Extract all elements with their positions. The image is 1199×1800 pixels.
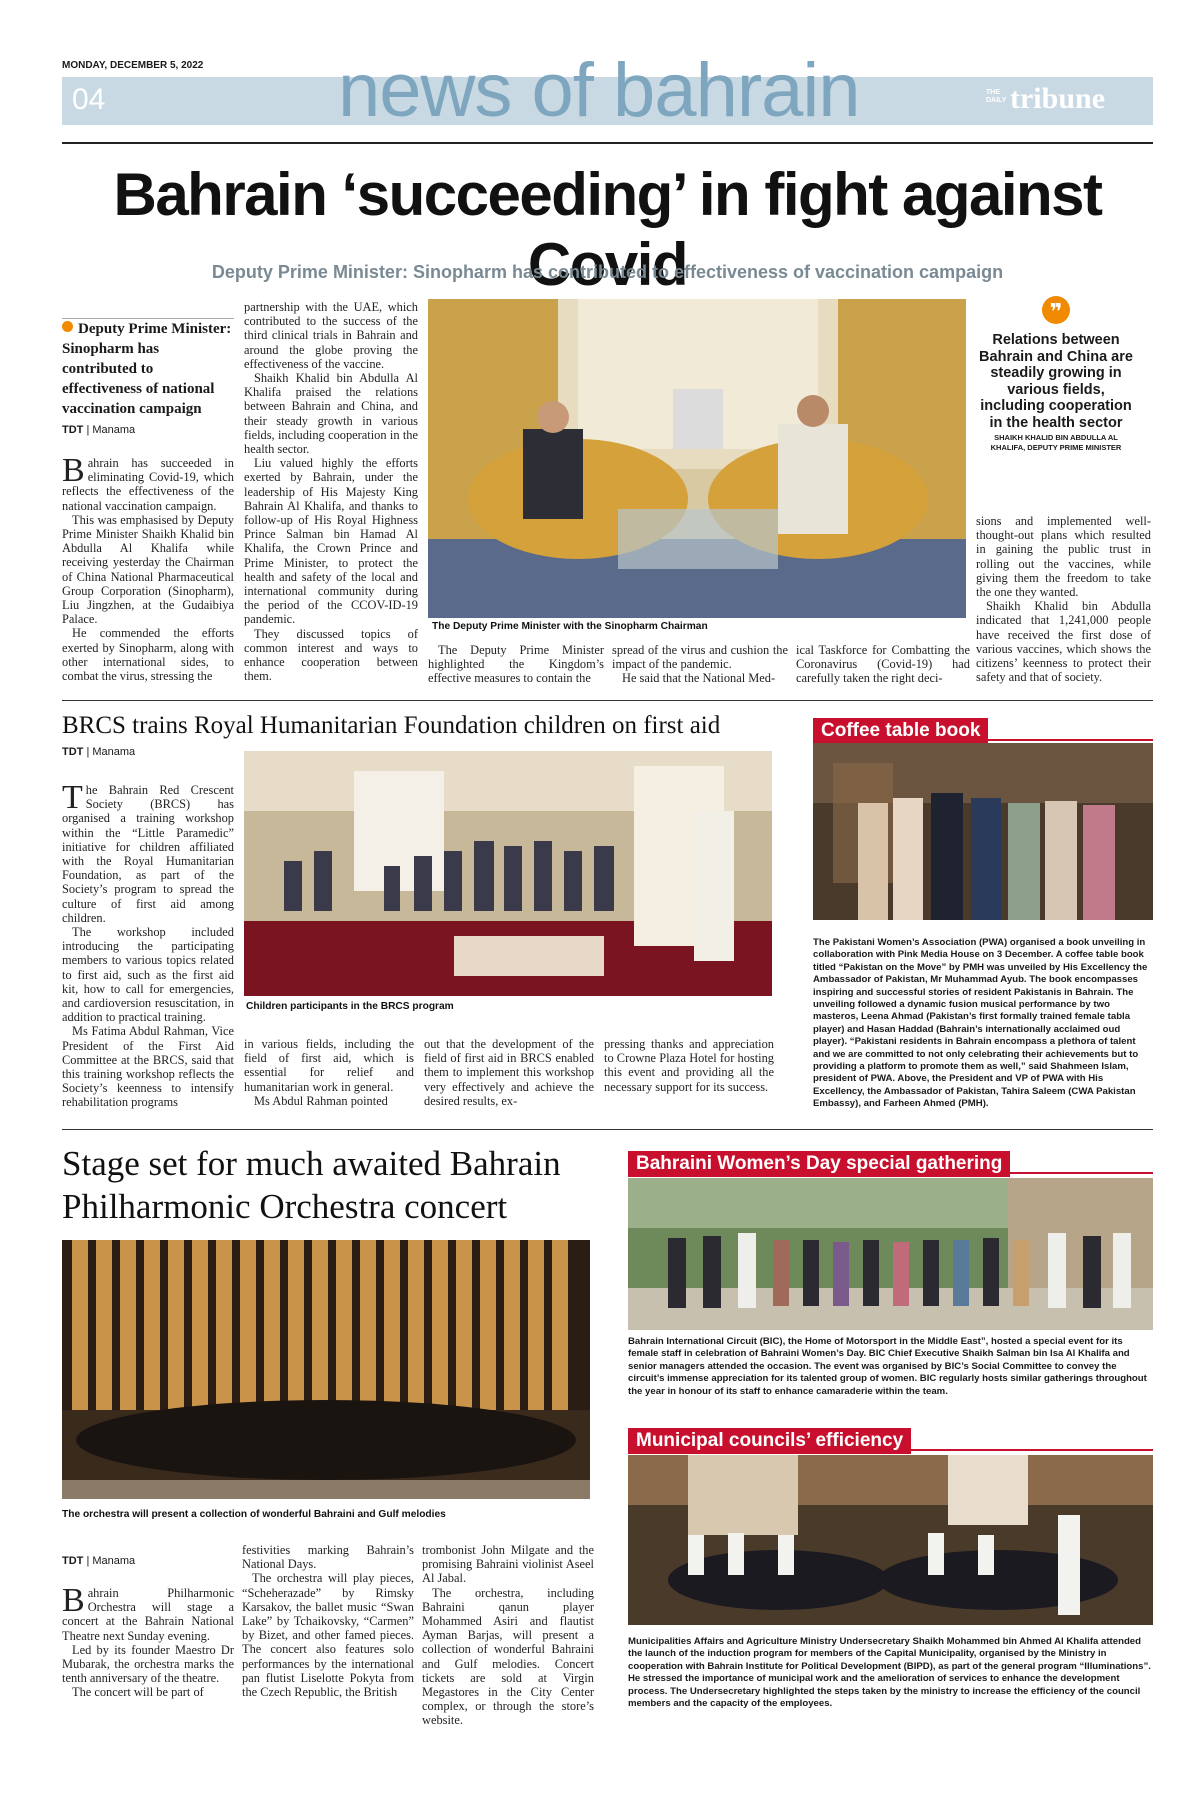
brcs-photo [244,751,772,996]
lead-headline: Bahrain ‘succeeding’ in fight against Covid [113,161,1102,298]
lead-highlight: Deputy Prime Minister: Sinopharm has contributed to effectiveness of national vaccination campaign [62,321,232,417]
coffee-photo [813,743,1153,920]
coffee-tag: Coffee table book [813,718,988,744]
pwa-group-photo [813,743,1153,920]
womens-day-tag: Bahraini Women’s Day special gathering [628,1151,1010,1177]
orchestra-stage-photo [62,1240,590,1499]
orchestra-col-1: Bahrain Philharmonic Orchestra will stage a concert at the Bahrain National Theatre next Sunday evening. Led by its founder Maestro Dr Mubarak, the orchestra marks the tenth anniversary of the theatre. The concert will be part of [62,1582,234,1700]
highlight-rule [62,318,234,319]
brcs-byline: TDT | Manama [62,746,136,758]
coffee-caption: The Pakistani Women’s Association (PWA) organised a book unveiling in collaboration with Pink Media House on 3 December. A coffee table book titled “Pakistan on the Move” by PMH was unveiled by His Excellency the Ambassador of Pakistan, Mr Muhammad Ayub. The book encompasses inspiring and successful stories of resident Pakistanis in Bahrain. The unveiling followed a dynamic fusion musical performance by two masteros, Leena Ahmad (Pakistan’s first formally trained female tabla player) and Hasan Haddad (Bahrain’s internationally acclaimed oud player). “Pakistani residents in Bahrain encompass a plethora of talent and we are committed to not only celebrating their achievements but to providing a platform to promote them as well,” said Shahmeen Islam, president of PWA. Above, the President and VP of PWA with His Excellency, the Ambassador of Pakistan, Tahira Saleem (CWA Pakistan Embassy), and Farheen Ahmed (PMH). [813,937,1148,1110]
brcs-col-2: in various fields, including the field of first aid, which is essential for relief and humanitarian work in general. Ms Abdul Rahman pointed [244,1037,414,1108]
issue-date: MONDAY, DECEMBER 5, 2022 [62,60,204,71]
children-group-photo [244,751,772,996]
womens-day-photo [628,1178,1153,1330]
lead-byline: TDT | Manama [62,424,136,436]
municipal-photo [628,1455,1153,1625]
orchestra-col-2: festivities marking Bahrain’s National Days. The orchestra will play pieces, “Scheherazade” by Rimsky Karsakov, the ballet music “Swan Lake” by Tchaikovsky, “Carmen” by Bizet, and other famed pieces. The concert also features solo performances by the international pan flutist Liselotte Pokyta from the Czech Republic, the British [242,1543,414,1700]
pull-quote: Relations between Bahrain and China are steadily growing in various fields, including cooperation in the health sector [979,332,1133,431]
orchestra-col-3: trombonist John Milgate and the promising Bahraini violinist Aseel Al Jabal. The orchestra, including Bahraini qanun player Mohammed Asiri and flautist Ayman Barjas, will present a collection of wonderful Bahraini and Gulf melodies. Concert tickets are sold at Virgin Megastores in the City Center complex, or through the store’s website. [422,1543,594,1728]
lead-col-2: partnership with the UAE, which contributed to the success of the third clinical trials in Bahrain and around the globe proving the effectiveness of the vaccine. Shaikh Khalid bin Abdulla Al Khalifa praised the relations between Bahrain and China, and their steady growth in various fields, including cooperation in the health sector. Liu valued highly the efforts exerted by Bahrain, under the leadership of His Majesty King Bahrain Al Khalifa, and thanks to follow-up of His Royal Highness Prince Salman bin Hamad Al Khalifa, the Crown Prince and Prime Minister, to protect the health and safety of the local and international community during the period of the CCOV-ID-19 pandemic. They discussed topics of common interest and ways to enhance cooperation between them. [244,300,418,684]
municipal-tag: Municipal councils’ efficiency [628,1428,911,1454]
brcs-photo-caption: Children participants in the BRCS program [246,1001,454,1012]
bic-group-photo [628,1178,1153,1330]
brcs-col-4: pressing thanks and appreciation to Crowne Plaza Hotel for hosting this event and providing all the necessary support for its success. [604,1037,774,1094]
page-number: 04 [72,83,106,116]
lead-photo [428,299,966,618]
section-title: news of bahrain [338,48,860,133]
lead-col-4: spread of the virus and cushion the impact of the pandemic. He said that the National Med- [612,643,788,686]
lead-subheadline: Deputy Prime Minister: Sinopharm has contributed to effectiveness of vaccination campaign [211,262,1004,282]
masthead-rule [62,142,1153,144]
brcs-col-3: out that the development of the field of first aid in BRCS enabled them to implement this workshop very effectively and achieve the desired results, ex- [424,1037,594,1108]
womens-day-caption: Bahrain International Circuit (BIC), the Home of Motorsport in the Middle East”, hosted a special event for its female staff in celebration of Bahraini Women’s Day. BIC Chief Executive Shaikh Salman bin Isa Al Khalifa and senior managers attended the occasion. The event was organised by BIC’s Social Committee to convey the circuit’s immense appreciation for its talented group of women. BIC regularly hosts similar gatherings throughout the year in honour of its staff to enhance camaraderie within the team. [628,1336,1147,1397]
orchestra-headline-1: Stage set for much awaited Bahrain [62,1144,561,1183]
workshop-photo [628,1455,1153,1625]
meeting-photo [428,299,966,618]
quote-attribution: SHAIKH KHALID BIN ABDULLA AL KHALIFA, DEPUTY PRIME MINISTER [990,433,1122,452]
orchestra-byline: TDT | Manama [62,1555,136,1567]
brand-small: THE DAILY [986,89,1007,104]
brcs-col-1: The Bahrain Red Crescent Society (BRCS) has organised a training workshop within the “Little Paramedic” initiative for children affiliated with the Royal Humanitarian Foundation, as part of the Society’s program to spread the culture of first aid among children. The workshop included introducing the participating members to various topics related to first aid, such as the first aid kit, how to call for emergencies, and cardioversion resuscitation, in addition to practical training. Ms Fatima Abdul Rahman, Vice President of the First Aid Committee at the BRCS, said that this training workshop reflects the Society’s keenness to intensify rehabilitation programs [62,779,234,1110]
section-rule-1 [62,700,1153,701]
lead-col-5: ical Taskforce for Combatting the Coronavirus (Covid-19) had carefully taken the right deci- [796,643,970,686]
quote-icon: ❞ [1042,296,1070,324]
section-rule-2 [62,1129,1153,1130]
brand-logo: tribune [1010,82,1106,115]
municipal-caption: Municipalities Affairs and Agriculture Ministry Undersecretary Shaikh Mohammed bin Ahmed Al Khalifa attended the launch of the induction program for members of the Capital Municipality, organised by the Ministry in cooperation with Bahrain Institute for Political Development (BIPD), as part of the general program “Illuminations”. He stressed the importance of municipal work and the amelioration of services to enhance the development process. The Undersecretary highlighted the steps taken by the ministry to increase the efficiency of the council members and the capacity of the employees. [628,1636,1151,1710]
lead-photo-caption: The Deputy Prime Minister with the Sinopharm Chairman [432,621,708,632]
orchestra-photo [62,1240,590,1499]
lead-col-1: Bahrain has succeeded in eliminating Covid-19, which reflects the effectiveness of the national vaccination campaign. This was emphasised by Deputy Prime Minister Shaikh Khalid bin Abdulla Al Khalifa while receiving yesterday the Chairman of China National Pharmaceutical Group Corporation (Sinopharm), Liu Jingzhen, at the Gudaibiya Palace. He commended the efforts exerted by Sinopharm, along with other international sides, to combat the virus, stressing the [62,452,234,684]
brcs-headline: BRCS trains Royal Humanitarian Foundation children on first aid [62,712,721,739]
bullet-icon [62,321,73,332]
orchestra-headline-2: Philharmonic Orchestra concert [62,1187,508,1226]
orchestra-photo-caption: The orchestra will present a collection of wonderful Bahraini and Gulf melodies [62,1509,446,1520]
lead-col-3: The Deputy Prime Minister highlighted the Kingdom’s effective measures to contain the [428,643,604,686]
lead-col-6: sions and implemented well-thought-out plans which resulted in gaining the public trust in rolling out the vaccines, while giving them the freedom to take the one they wanted. Shaikh Khalid bin Abdulla indicated that 1,241,000 people have received the first dose of various vaccines, which shows the citizens’ keenness to protect their safety and that of society. [976,514,1151,685]
